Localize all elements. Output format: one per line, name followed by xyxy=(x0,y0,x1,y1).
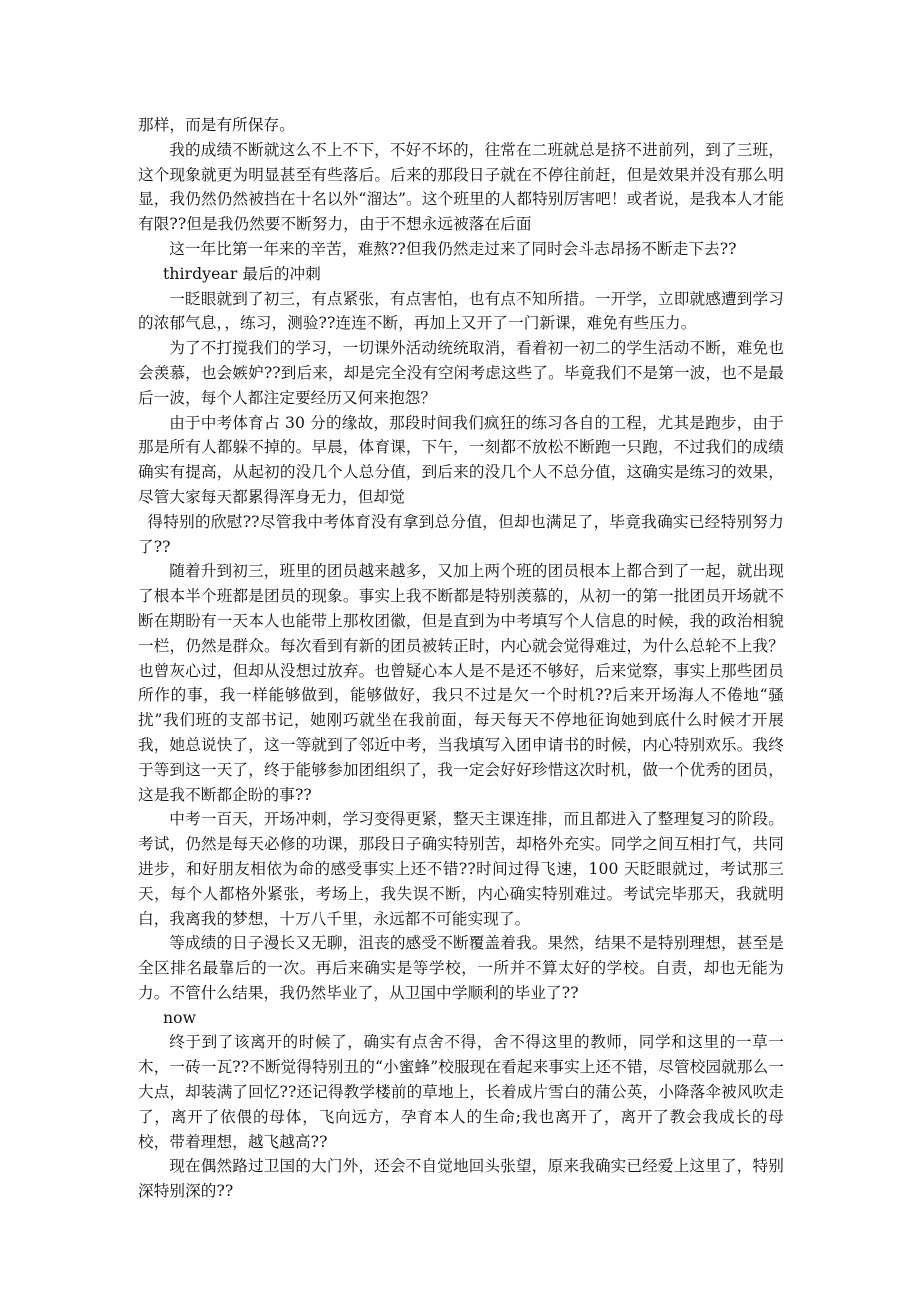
paragraph-second-year-grades: 我的成绩不断就这么不上不下，不好不坏的，往常在二班就总是挤不进前列，到了三班，这个现象就更为明显甚至有些落后。后来的那段日子就在不停往前赶，但是效果并没有那么明显，我仍然仍然被挡在十名以外“溜达”。这个班里的人都特别厉害吧！或者说，是我本人才能有限??但是我仍然要不断努力，由于不想永远被落在后面 xyxy=(138,140,784,234)
section-heading-third-year: thirdyear 最后的冲刺 xyxy=(162,264,321,283)
paragraph-pe-exam-continued: 得特别的欣慰??尽管我中考体育没有拿到总分值，但却也满足了，毕竟我确实已经特别努力了?? xyxy=(138,512,784,556)
paragraph-continuation: 那样，而是有所保存。 xyxy=(138,116,295,134)
paragraph-leaving-school: 终于到了该离开的时候了，确实有点舍不得，舍不得这里的教师，同学和这里的一草一木，一砖一瓦??不断觉得特别丑的“小蜜蜂”校服现在看起来事实上还不错，尽管校园就那么一大点，却装满了回忆??还记得教学楼前的草地上，长着成片雪白的蒲公英，小降落伞被风吹走了，离开了依偎的母体，飞向远方，孕育本人的生命;我也离开了，离开了教会我成长的母校，带着理想，越飞越高?? xyxy=(138,1033,784,1151)
section-heading-now: now xyxy=(162,1008,197,1027)
paragraph-second-year-summary: 这一年比第一年来的辛苦，难熬??但我仍然走过来了同时会斗志昂扬不断走下去?? xyxy=(169,239,737,258)
paragraph-activities-cancelled: 为了不打搅我们的学习，一切课外活动统统取消，看着初一初二的学生活动不断，难免也会羡慕，也会嫉妒??到后来，却是完全没有空闲考虑这些了。毕竟我们不是第一波，也不是最后一波，每个人都注定要经历又何来抱怨？ xyxy=(138,339,784,407)
document-body xyxy=(138,113,784,1204)
paragraph-passing-gate: 现在偶然路过卫国的大门外，还会不自觉地回头张望，原来我确实已经爱上这里了，特别深特别深的?? xyxy=(138,1157,784,1201)
paragraph-waiting-results: 等成绩的日子漫长又无聊，沮丧的感受不断覆盖着我。果然，结果不是特别理想，甚至是全区排名最靠后的一次。再后来确实是等学校，一所并不算太好的学校。自责，却也无能为力。不管什么结果，我仍然毕业了，从卫国中学顺利的毕业了?? xyxy=(138,934,784,1002)
paragraph-pe-exam: 由于中考体育占 30 分的缘故，那段时间我们疯狂的练习各自的工程，尤其是跑步，由于那是所有人都躲不掉的。早晨，体育课，下午，一刻都不放松不断跑一只跑，不过我们的成绩确实有提高，从起初的没几个人总分值，到后来的没几个人不总分值，这确实是练习的效果，尽管大家每天都累得浑身无力，但却觉 xyxy=(138,413,784,506)
paragraph-league-membership: 随着升到初三，班里的团员越来越多，又加上两个班的团员根本上都合到了一起，就出现了根本半个班都是团员的现象。事实上我不断都是特别羡慕的，从初一的第一批团员开场就不断在期盼有一天本人也能带上那枚团徽，但是直到为中考填写个人信息的时候，我的政治相貌一栏，仍然是群众。每次看到有新的团员被转正时，内心就会觉得难过，为什么总轮不上我？也曾灰心过，但却从没想过放弃。也曾疑心本人是不是还不够好，后来觉察，事实上那些团员所作的事，我一样能够做到，能够做好，我只不过是欠一个时机??后来开场海人不倦地“骚扰”我们班的支部书记，她刚巧就坐在我前面，每天每天不停地征询她到底什么时候才开展我，她总说快了，这一等就到了邻近中考，当我填写入团申请书的时候，内心特别欢乐。我终于等到这一天了，终于能够参加团组织了，我一定会好好珍惜这次时机，做一个优秀的团员，这是我不断都企盼的事?? xyxy=(138,562,784,804)
paragraph-hundred-days: 中考一百天，开场冲刺，学习变得更紧，整天主课连排，而且都进入了整理复习的阶段。考试，仍然是每天必修的功课，那段日子确实特别苦，却格外充实。同学之间互相打气，共同进步，和好朋友相依为命的感受事实上还不错??时间过得飞速，100 天眨眼就过，考试那三天，每个人都格外紧张，考场上，我失误不断，内心确实特别难过。考试完毕那天，我就明白，我离我的梦想，十万八千里，永远都不可能实现了。 xyxy=(138,810,784,928)
paragraph-third-year-start: 一眨眼就到了初三，有点紧张，有点害怕，也有点不知所措。一开学，立即就感遭到学习的浓郁气息，，练习，测验??连连不断，再加上又开了一门新课，难免有些压力。 xyxy=(138,289,784,333)
